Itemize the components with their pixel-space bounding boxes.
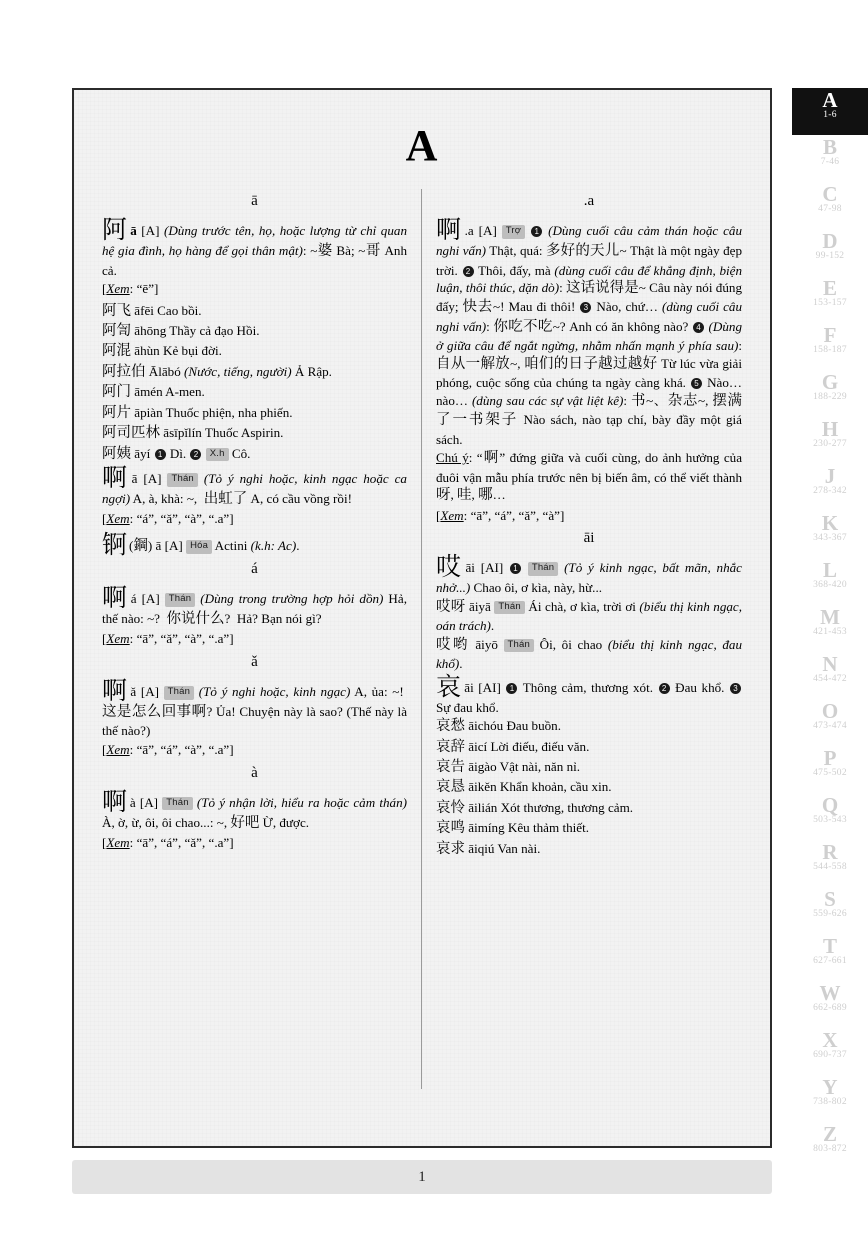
thumb-index-item-m[interactable] [792, 605, 868, 652]
thumb-range: 544-558 [813, 862, 847, 872]
headword-character: 啊 [436, 215, 463, 245]
entry-body: ǎ [A] Thán (Tỏ ý nghi hoặc, kinh ngạc) A, ủa: ~! 这是怎么回事啊? Ủa! Chuyện này là sao? (Thế này là thế nào?) [102, 684, 408, 739]
pinyin-heading: ā [251, 193, 258, 209]
thumb-index-item-w[interactable] [792, 981, 868, 1028]
cross-reference: [Xem: “ā”, “á”, “ǎ”, “.a”] [102, 835, 234, 851]
thumb-range: 158-187 [813, 345, 847, 355]
thumb-index-item-c[interactable] [792, 182, 868, 229]
dictionary-entry: 哀鸣 āimíng Kêu thảm thiết. [436, 820, 590, 837]
headword-character: 啊 [102, 583, 129, 612]
thumb-letter: Y [822, 1075, 838, 1099]
thumb-letter: H [821, 417, 839, 441]
dictionary-entry [436, 217, 742, 448]
cross-reference: [Xem: “ā”, “á”, “ǎ”, “à”] [436, 507, 565, 523]
thumb-range: 690-737 [813, 1050, 847, 1060]
thumb-letter: C [822, 182, 838, 206]
cross-reference: [Xem: “ā”, “ǎ”, “à”, “.a”] [102, 631, 234, 647]
thumb-index-item-e[interactable] [792, 276, 868, 323]
dictionary-entry [436, 554, 742, 597]
dictionary-entry [102, 585, 407, 629]
label-tag: Thán [162, 797, 192, 811]
dictionary-entry: 阿门 āmén A-men. [102, 384, 205, 401]
dictionary-entry: 阿拉伯 Ālābó (Nước, tiếng, người) Ả Rập. [102, 363, 332, 380]
thumb-letter: P [823, 746, 837, 770]
thumb-letter: L [822, 558, 837, 582]
right-column [422, 189, 752, 1089]
dictionary-entry: 阿飞 āfēi Cao bồi. [102, 302, 202, 319]
thumb-range: 99-152 [815, 251, 845, 261]
dictionary-entry [102, 217, 407, 279]
headword-character: 锕 [102, 529, 128, 559]
thumb-index-item-d[interactable] [792, 229, 868, 276]
thumb-index-item-k[interactable] [792, 511, 868, 558]
thumb-letter: G [821, 370, 839, 394]
thumb-index-item-n[interactable] [792, 652, 868, 699]
cross-reference: [Xem: “ā”, “á”, “à”, “.a”] [102, 742, 234, 757]
dictionary-entry: 阿姨 āyí 1 Dì. 2 X.h Cô. [102, 445, 251, 462]
thumb-range: 473-474 [813, 721, 847, 731]
label-tag: Thán [164, 686, 194, 700]
dictionary-entry: 哀辞 āicí Lời điếu, điếu văn. [436, 738, 590, 755]
thumb-letter: F [823, 323, 837, 347]
thumb-range: 503-543 [813, 815, 847, 825]
usage-note: Chú ý: “啊” đứng giữa và cuối cùng, do ảnh hưởng của đuôi vận mẫu phía trước nên bị biến âm, có thể viết thành 呀, 哇, 哪… [436, 450, 743, 504]
entry-body: à [A] Thán (Tỏ ý nhận lời, hiểu ra hoặc cảm thán) À, ờ, ừ, ôi, ôi chao...: ~, 好吧 Ừ, được. [102, 794, 407, 831]
label-tag: Thán [528, 562, 558, 576]
thumb-letter: T [822, 934, 837, 958]
thumb-range: 343-367 [813, 533, 847, 543]
thumb-letter: J [824, 464, 836, 488]
entry-body: ā [A] (Dùng trước tên, họ, hoặc lượng từ chỉ quan hệ gia đình, họ hàng để gọi thân mật): ~婆 Bà; ~哥 Anh cả. [102, 223, 408, 278]
thumb-index-item-g[interactable] [792, 370, 868, 417]
thumb-letter: M [820, 605, 840, 629]
headword-character: 啊 [102, 786, 128, 816]
entry-body: á [A] Thán (Dùng trong trường hợp hỏi dồn) Hả, thế nào: ~? 你说什么? Hả? Bạn nói gì? [102, 591, 407, 627]
dictionary-entry: 哀告 āigào Vật nài, năn nỉ. [436, 758, 581, 775]
thumb-letter: S [824, 887, 836, 911]
dictionary-entry: 阿司匹林 āsīpǐlín Thuốc Aspirin. [102, 425, 284, 442]
thumb-letter: K [821, 511, 839, 535]
thumb-index-item-h[interactable] [792, 417, 868, 464]
thumb-range: 662-689 [813, 1003, 847, 1013]
thumb-range: 188-229 [813, 392, 847, 402]
dictionary-page [72, 88, 772, 1148]
label-tag: X.h [206, 448, 229, 462]
dictionary-entry: 哀怜 āilián Xót thương, thương cảm. [436, 799, 634, 816]
dictionary-entry [102, 786, 407, 833]
dictionary-entry: 阿混 āhùn Kẻ bụi đời. [102, 343, 222, 360]
entry-body: .a [A] Trợ 1 (Dùng cuối câu cảm thán hoặc câu nghi vấn) Thật, quá: 多好的天儿~ Thật là một ngày đẹp trời. 2 Thôi, đấy, mà (dùng cuối câu để khẳng định, biện luận, thôi thúc, dặn dò): 这话说得是~ Câu này nói đúng đấy; 快去~! Mau đi thôi! 3 Nào, chứ… (dùng cuối câu nghi vấn): 你吃不吃~? Anh có ăn không nào? 4 (Dùng ở giữa câu để ngắt ngừng, nhằm nhấn mạnh ý phía sau): 自从一解放~, 咱们的日子越过越好 Từ lúc vừa giải phóng, cuộc sống của chúng ta ngày càng khá. 5 Nào… nào… (dùng sau các sự vật liệt kê): 书~、杂志~, 摆满了一书架子 Nào sách, nào tạp chí, bày đầy một giá sách. [436, 223, 743, 447]
thumb-letter: W [819, 981, 841, 1005]
thumb-index-item-q[interactable] [792, 793, 868, 840]
thumb-range: 47-98 [818, 204, 842, 214]
dictionary-entry: 哀求 āiqiú Van nài. [436, 840, 541, 857]
thumb-letter: B [822, 135, 837, 159]
thumb-index-item-t[interactable] [792, 934, 868, 981]
thumb-letter: A [822, 88, 838, 112]
dictionary-entry: 哎呀 āiyā Thán Ái chà, ơ kìa, trời ơi (biểu thị kinh ngạc, oán trách). [436, 598, 743, 634]
cross-reference: [Xem: “á”, “ǎ”, “à”, “.a”] [102, 511, 234, 527]
left-column [92, 189, 422, 1089]
entry-body: ā [A] Thán (Tỏ ý nghi hoặc, kinh ngạc hoặc ca ngợi) A, à, khà: ~, 出虹了 A, có cầu vồng rồi! [102, 470, 407, 507]
footer-bar [72, 1160, 772, 1194]
thumb-range: 738-802 [813, 1097, 847, 1107]
pinyin-heading: á [251, 560, 258, 577]
pinyin-heading: ǎ [251, 653, 258, 670]
thumb-letter: D [822, 229, 838, 253]
label-tag: Thán [165, 593, 195, 607]
thumb-index-item-p[interactable] [792, 746, 868, 793]
entry-body: āi [AI] 1 Thông cảm, thương xót. 2 Đau khổ. 3 Sự đau khổ. [436, 680, 742, 715]
thumb-index-item-x[interactable] [792, 1028, 868, 1075]
thumb-index-item-j[interactable] [792, 464, 868, 511]
pinyin-heading: à [251, 764, 258, 781]
thumb-letter: X [822, 1028, 838, 1052]
thumb-range: 278-342 [813, 486, 847, 496]
dictionary-entry [102, 678, 407, 740]
thumb-range: 421-453 [813, 627, 847, 637]
dictionary-entry [102, 462, 407, 509]
label-tag: Trợ [502, 225, 525, 239]
entry-body: (鋼) ā [A] Hóa Actini (k.h: Ac). [129, 537, 300, 554]
dictionary-entry: 哎哟 āiyō Thán Ôi, ôi chao (biểu thị kinh ngạc, đau khổ). [436, 636, 743, 672]
thumb-range: 475-502 [813, 768, 847, 778]
thumb-range: 230-277 [813, 439, 847, 449]
pinyin-heading: āi [583, 530, 595, 547]
thumb-range: 803-872 [813, 1144, 847, 1154]
label-tag: Hóa [186, 540, 212, 554]
thumb-range: 368-420 [813, 580, 847, 590]
dictionary-entry [436, 671, 742, 717]
thumb-letter: N [822, 652, 838, 676]
thumb-letter: E [822, 276, 837, 300]
thumb-letter: O [821, 699, 839, 723]
thumb-index-item-y[interactable] [792, 1075, 868, 1122]
dictionary-entry: 阿訇 āhōng Thầy cả đạo Hồi. [102, 323, 260, 339]
dictionary-entry [102, 529, 407, 559]
headword-character: 阿 [102, 215, 129, 245]
columns-container [92, 189, 752, 1089]
dictionary-entry: 哀恳 āikěn Khẩn khoản, cầu xin. [436, 779, 612, 796]
thumb-range: 559-626 [813, 909, 847, 919]
thumb-range: 454-472 [813, 674, 847, 684]
thumb-index-item-z[interactable] [792, 1122, 868, 1169]
thumb-range: 153-157 [813, 298, 847, 308]
headword-character: 啊 [102, 462, 130, 492]
thumb-letter: Z [822, 1122, 837, 1146]
thumb-range: 627-661 [813, 956, 847, 966]
thumb-letter: Q [821, 793, 839, 817]
thumb-range: 7-46 [820, 157, 840, 167]
label-tag: Thán [494, 601, 524, 615]
headword-character: 哎 [436, 552, 464, 582]
dictionary-entry: 阿片 āpiàn Thuốc phiện, nha phiến. [102, 404, 293, 421]
thumb-index-item-a[interactable] [792, 88, 868, 135]
thumb-range: 1-6 [823, 110, 837, 120]
page-number: 1 [418, 1169, 426, 1185]
thumb-index-item-l[interactable] [792, 558, 868, 605]
headword-character: 哀 [436, 671, 463, 701]
thumb-index [792, 88, 868, 1169]
page-title: A [405, 121, 439, 170]
headword-character: 啊 [102, 676, 129, 706]
dictionary-entry: 哀愁 āichóu Đau buồn. [436, 718, 561, 735]
thumb-index-item-b[interactable] [792, 135, 868, 182]
label-tag: Thán [504, 639, 534, 653]
cross-reference: [Xem: “ē”] [102, 281, 159, 297]
label-tag: Thán [167, 473, 197, 487]
thumb-index-item-o[interactable] [792, 699, 868, 746]
thumb-index-item-f[interactable] [792, 323, 868, 370]
entry-body: āi [AI] 1 Thán (Tỏ ý kinh ngạc, bất mãn, nhắc nhở...) Chao ôi, ơ kìa, này, hừ... [436, 560, 742, 596]
thumb-index-item-r[interactable] [792, 840, 868, 887]
thumb-letter: R [822, 840, 838, 864]
thumb-index-item-s[interactable] [792, 887, 868, 934]
pinyin-heading: .a [583, 193, 595, 209]
